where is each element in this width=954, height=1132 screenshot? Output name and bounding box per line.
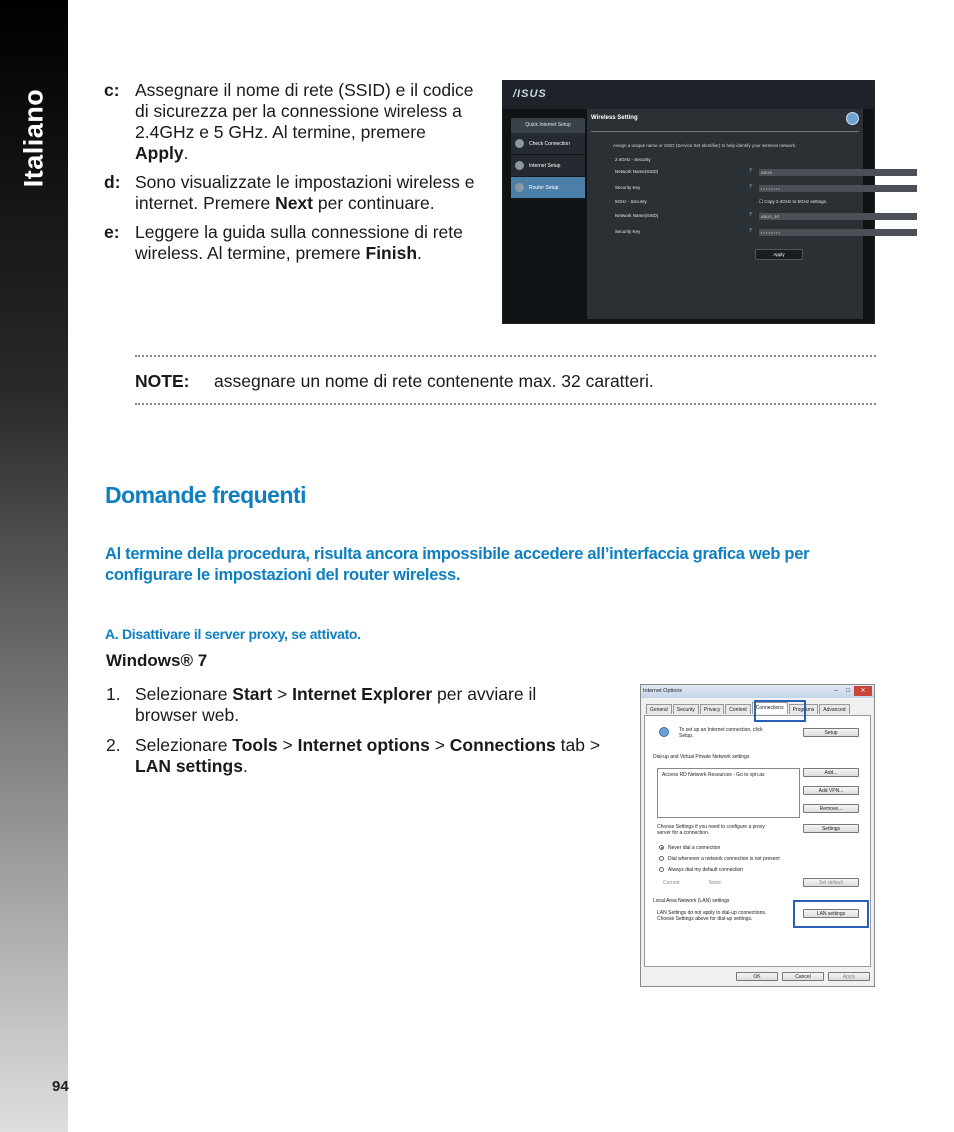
step-2 bbox=[106, 735, 606, 777]
check-icon bbox=[515, 139, 524, 148]
dialup-heading: Dial-up and Virtual Private Network settings bbox=[653, 754, 750, 760]
radio-whenever-label: Dial whenever a network connection is not present bbox=[668, 856, 780, 862]
radio-always-label: Always dial my default connection bbox=[668, 867, 744, 873]
key-5-label: Security Key bbox=[615, 229, 641, 234]
bold-text: Apply bbox=[135, 143, 184, 163]
lan-settings-button[interactable]: LAN settings bbox=[803, 909, 859, 918]
dialog-tabs bbox=[646, 704, 851, 714]
bold-text: Next bbox=[275, 193, 313, 213]
radio-never-dial[interactable] bbox=[659, 845, 664, 850]
nav-item-router-setup[interactable] bbox=[511, 177, 585, 199]
tab-content[interactable]: Content bbox=[725, 704, 751, 714]
text: > bbox=[429, 735, 450, 755]
current-value: None bbox=[709, 880, 721, 886]
help-icon[interactable]: ? bbox=[749, 184, 753, 190]
ssid-5-label: Network Name(SSID) bbox=[615, 213, 659, 218]
bold-text: Internet options bbox=[297, 735, 430, 755]
bold-text: LAN settings bbox=[135, 756, 243, 776]
copy-label: Copy 2.4GHz to 5GHz settings. bbox=[764, 199, 828, 204]
key-24-input[interactable]: • • • • • • • • bbox=[759, 185, 917, 192]
steps-bottom bbox=[106, 684, 616, 785]
text: . bbox=[417, 243, 422, 263]
settings-button[interactable]: Settings bbox=[803, 824, 859, 833]
window-buttons bbox=[830, 686, 872, 696]
tab-general[interactable]: General bbox=[646, 704, 672, 714]
router-icon bbox=[515, 183, 524, 192]
globe-icon bbox=[659, 727, 669, 737]
step-label: e: bbox=[104, 222, 120, 242]
panel-title: Wireless Setting bbox=[591, 115, 638, 121]
setup-button[interactable]: Setup bbox=[803, 728, 859, 737]
step-text bbox=[135, 735, 606, 777]
internet-options-dialog bbox=[640, 684, 875, 987]
tab-connections[interactable]: Connections bbox=[752, 702, 788, 714]
faq-question: Al termine della procedura, risulta ancora impossibile accedere all’interfaccia grafica web per configurare le impostazioni del router wireless. bbox=[105, 545, 810, 584]
setup-text-1: To set up an Internet connection, click bbox=[679, 727, 763, 733]
text: > bbox=[272, 684, 293, 704]
apply-button[interactable]: Apply bbox=[828, 972, 870, 981]
step-text bbox=[135, 222, 476, 264]
lan-heading: Local Area Network (LAN) settings bbox=[653, 898, 730, 904]
asus-logo: /ISUS bbox=[513, 88, 547, 100]
cancel-button[interactable]: Cancel bbox=[782, 972, 824, 981]
panel-description: Assign a unique name or SSID (Service Set Identifier) to help identify your wireless network. bbox=[613, 143, 797, 148]
connections-tab-highlight bbox=[754, 700, 806, 722]
note-text: assegnare un nome di rete contenente max. 32 caratteri. bbox=[214, 371, 654, 391]
text: Selezionare bbox=[135, 684, 233, 704]
page-number: 94 bbox=[52, 1078, 69, 1095]
ssid-24-label: Network Name(SSID) bbox=[615, 169, 659, 174]
band-24-label: 2.4GHz - Security bbox=[615, 157, 651, 162]
bold-text: Tools bbox=[232, 735, 278, 755]
lan-text-1: LAN Settings do not apply to dial-up connections. bbox=[657, 910, 767, 916]
nav-label: Internet Setup bbox=[529, 162, 561, 169]
router-topbar bbox=[503, 81, 874, 109]
text: Selezionare bbox=[135, 735, 233, 755]
step-label: 2. bbox=[106, 735, 121, 755]
ssid-24-input[interactable]: ASUS bbox=[759, 169, 917, 176]
help-icon[interactable]: ? bbox=[749, 228, 753, 234]
step-d bbox=[104, 172, 476, 214]
help-icon[interactable]: ? bbox=[749, 168, 753, 174]
add-vpn-button[interactable]: Add VPN... bbox=[803, 786, 859, 795]
text: tab > bbox=[555, 735, 601, 755]
nav-label: Check Connection bbox=[529, 140, 570, 147]
side-tab bbox=[0, 0, 68, 1132]
lan-text-2: Choose Settings above for dial-up settings. bbox=[657, 916, 753, 922]
divider bbox=[591, 131, 859, 132]
globe-icon bbox=[515, 161, 524, 170]
bold-text: Finish bbox=[365, 243, 418, 263]
tab-advanced[interactable]: Advanced bbox=[819, 704, 849, 714]
radio-always-dial[interactable] bbox=[659, 867, 664, 872]
text: . bbox=[183, 143, 189, 163]
step-e bbox=[104, 222, 476, 264]
step-c bbox=[104, 80, 476, 164]
radio-dial-whenever[interactable] bbox=[659, 856, 664, 861]
apply-button[interactable]: Apply bbox=[755, 249, 803, 260]
current-label: Current bbox=[663, 880, 680, 886]
nav-label: Router Setup bbox=[529, 184, 559, 191]
tab-privacy[interactable]: Privacy bbox=[700, 704, 724, 714]
text: Leggere la guida sulla connessione di rete wireless. Al termine, premere bbox=[135, 222, 463, 263]
help-icon[interactable]: ? bbox=[749, 212, 753, 218]
faq-title: Domande frequenti bbox=[105, 482, 307, 508]
os-heading: Windows® 7 bbox=[106, 651, 208, 670]
copy-checkbox[interactable]: ☐ Copy 2.4GHz to 5GHz settings. bbox=[759, 199, 828, 204]
key-24-label: Security Key bbox=[615, 185, 641, 190]
text: per avviare il browser web. bbox=[135, 684, 537, 725]
nav-item-check-connection[interactable] bbox=[511, 133, 585, 155]
close-icon[interactable]: ✕ bbox=[854, 686, 872, 696]
connections-tab-body bbox=[644, 715, 871, 967]
step-text bbox=[135, 684, 586, 726]
set-default-button[interactable]: Set default bbox=[803, 878, 859, 887]
minimize-icon[interactable]: – bbox=[834, 688, 838, 694]
ok-button[interactable]: OK bbox=[736, 972, 778, 981]
bold-text: Start bbox=[232, 684, 273, 704]
text: Sono visualizzate le impostazioni wireless e internet. Premere bbox=[135, 172, 475, 213]
steps-top bbox=[104, 80, 476, 272]
radio-never-label: Never dial a connection bbox=[668, 845, 721, 851]
language-title bbox=[19, 78, 49, 198]
text: Assegnare il nome di rete (SSID) e il codice di sicurezza per la connessione wireless a 2.4GHz e 5 GHz. Al termine, premere bbox=[135, 80, 474, 142]
band-5-label: 5GHz - Security bbox=[615, 199, 647, 204]
language-title-text: Italiano bbox=[18, 88, 49, 188]
step-label: d: bbox=[104, 172, 121, 192]
ssid-5-input[interactable]: ASUS_5G bbox=[759, 213, 917, 220]
text: per continuare. bbox=[313, 193, 435, 213]
step-text bbox=[135, 80, 476, 164]
settings-text-1: Choose Settings if you need to configure a proxy bbox=[657, 824, 765, 830]
step-label: c: bbox=[104, 80, 120, 100]
nav-item-internet-setup[interactable] bbox=[511, 155, 585, 177]
wireless-setting-panel bbox=[587, 109, 863, 319]
list-item[interactable]: Access RD Network Resources - Go to vpn.as bbox=[662, 772, 765, 778]
key-5-input[interactable]: • • • • • • • • bbox=[759, 229, 917, 236]
faq-subheading: A. Disattivare il server proxy, se attivato. bbox=[105, 626, 361, 642]
note-divider-top bbox=[135, 355, 876, 357]
note-label: NOTE: bbox=[135, 371, 190, 391]
tab-programs[interactable]: Programs bbox=[789, 704, 819, 714]
router-nav bbox=[511, 118, 585, 199]
text: > bbox=[277, 735, 298, 755]
step-text bbox=[135, 172, 476, 214]
bold-text: Internet Explorer bbox=[292, 684, 433, 704]
tab-security[interactable]: Security bbox=[673, 704, 699, 714]
maximize-icon[interactable]: □ bbox=[846, 688, 850, 694]
nav-header: Quick Internet Setup bbox=[511, 118, 585, 133]
bold-text: Connections bbox=[449, 735, 556, 755]
note bbox=[135, 371, 654, 392]
lan-settings-highlight bbox=[793, 900, 869, 928]
router-setup-screenshot bbox=[502, 80, 875, 324]
text: . bbox=[242, 756, 248, 776]
setup-text-2: Setup. bbox=[679, 733, 694, 739]
dialog-title: Internet Options bbox=[643, 688, 683, 694]
note-divider-bottom bbox=[135, 403, 876, 405]
settings-text-2: server for a connection. bbox=[657, 830, 710, 836]
add-button[interactable]: Add... bbox=[803, 768, 859, 777]
home-icon[interactable] bbox=[846, 112, 859, 125]
step-label: 1. bbox=[106, 684, 121, 704]
remove-button[interactable]: Remove... bbox=[803, 804, 859, 813]
connections-list[interactable] bbox=[657, 768, 800, 818]
step-1 bbox=[106, 684, 586, 726]
